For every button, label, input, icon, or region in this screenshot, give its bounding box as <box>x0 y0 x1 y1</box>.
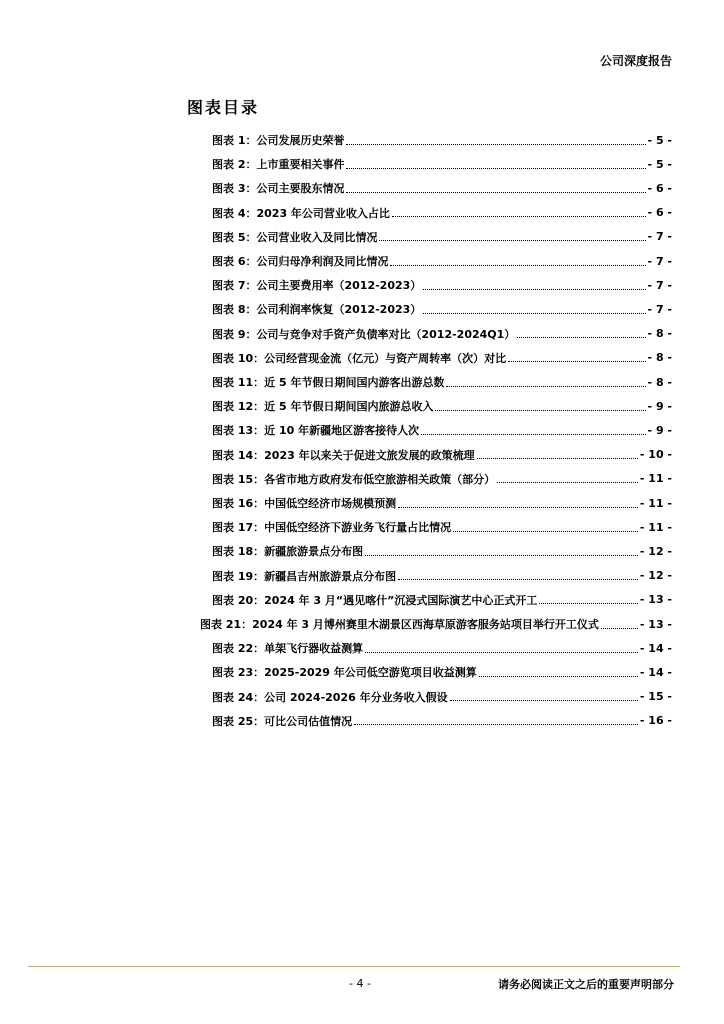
toc-entry-page: - 9 - <box>647 423 672 437</box>
footer-disclaimer: 请务必阅读正文之后的重要声明部分 <box>498 978 674 991</box>
toc-entry[interactable] <box>212 152 672 176</box>
toc-entry-page: - 5 - <box>647 133 672 147</box>
toc-entry-label: 图表 15：各省市地方政府发布低空旅游相关政策（部分） <box>212 472 496 486</box>
toc-entry-page: - 5 - <box>647 157 672 171</box>
toc-entry-page: - 14 - <box>639 665 672 679</box>
toc-dot-leader <box>398 579 638 580</box>
toc-dot-leader <box>398 507 638 508</box>
toc-entry-page: - 16 - <box>639 714 672 728</box>
toc-dot-leader <box>539 603 638 604</box>
toc-entry-page: - 11 - <box>639 520 672 534</box>
toc-entry-label: 图表 22：单架飞行器收益测算 <box>212 642 364 656</box>
toc-dot-leader <box>390 265 645 266</box>
toc-entry[interactable] <box>212 346 672 370</box>
toc-dot-leader <box>365 652 638 653</box>
toc-dot-leader <box>479 676 638 677</box>
toc-entry-page: - 7 - <box>647 278 672 292</box>
report-type-title: 公司深度报告 <box>599 54 672 68</box>
toc-entry[interactable] <box>200 612 672 636</box>
toc-entry[interactable] <box>212 539 672 563</box>
toc-entry[interactable] <box>212 273 672 297</box>
toc-entry[interactable] <box>212 128 672 152</box>
toc-entry[interactable] <box>212 322 672 346</box>
toc-entry-label: 图表 7：公司主要费用率（2012-2023） <box>212 279 422 293</box>
toc-entry-page: - 11 - <box>639 472 672 486</box>
toc-entry-page: - 12 - <box>639 544 672 558</box>
toc-entry-label: 图表 12：近 5 年节假日期间国内旅游总收入 <box>212 400 434 414</box>
toc-dot-leader <box>477 458 638 459</box>
toc-entry-label: 图表 21：2024 年 3 月博州赛里木湖景区西海草原游客服务站项目举行开工仪式 <box>200 618 599 631</box>
toc-entry-page: - 14 - <box>639 641 672 655</box>
toc-entry-label: 图表 5：公司营业收入及同比情况 <box>212 230 378 244</box>
toc-entry-label: 图表 17：中国低空经济下游业务飞行量占比情况 <box>212 521 452 535</box>
toc-entry[interactable] <box>212 418 672 442</box>
toc-entry-page: - 7 - <box>647 302 672 316</box>
toc-entry-page: - 7 - <box>647 254 672 268</box>
toc-entry-label: 图表 24：公司 2024-2026 年分业务收入假设 <box>212 690 448 704</box>
toc-entry-label: 图表 3：公司主要股东情况 <box>212 182 345 196</box>
toc-entry[interactable] <box>212 491 672 515</box>
toc-entry-page: - 15 - <box>639 690 672 704</box>
toc-entry-page: - 8 - <box>647 375 672 389</box>
footer-divider <box>28 966 680 967</box>
toc-dot-leader <box>346 168 645 169</box>
toc-entry[interactable] <box>212 370 672 394</box>
toc-entry-label: 图表 14：2023 年以来关于促进文旅发展的政策梳理 <box>212 448 475 462</box>
toc-entry-page: - 6 - <box>647 181 672 195</box>
toc-entry-label: 图表 16：中国低空经济市场规模预测 <box>212 497 397 510</box>
toc-dot-leader <box>497 482 638 483</box>
toc-entry[interactable] <box>212 467 672 491</box>
toc-dot-leader <box>365 555 638 556</box>
toc-entry[interactable] <box>212 443 672 467</box>
toc-entry-page: - 8 - <box>647 351 672 365</box>
footer-page-number: - 4 - <box>349 977 371 990</box>
toc-entry[interactable] <box>212 515 672 539</box>
toc-dot-leader <box>423 289 645 290</box>
toc-entry-page: - 12 - <box>639 569 672 583</box>
toc-dot-leader <box>453 531 638 532</box>
toc-dot-leader <box>421 434 645 435</box>
toc-entry[interactable] <box>212 564 672 588</box>
toc-entry-label: 图表 4：2023 年公司营业收入占比 <box>212 206 390 220</box>
toc-entry-label: 图表 18：新疆旅游景点分布图 <box>212 545 364 559</box>
toc-entry-label: 图表 10：公司经营现金流（亿元）与资产周转率（次）对比 <box>212 351 507 365</box>
toc-dot-leader <box>423 313 645 314</box>
toc-entry[interactable] <box>212 297 672 321</box>
toc-entry[interactable] <box>212 709 672 733</box>
toc-entry-page: - 13 - <box>639 593 672 607</box>
toc-dot-leader <box>346 144 645 145</box>
toc-entry-label: 图表 2：上市重要相关事件 <box>212 158 345 172</box>
toc-entry[interactable] <box>212 225 672 249</box>
toc-entry[interactable] <box>212 685 672 709</box>
toc-entry-label: 图表 25：可比公司估值情况 <box>212 714 353 728</box>
toc-entry-label: 图表 13：近 10 年新疆地区游客接待人次 <box>212 424 420 438</box>
toc-entry-label: 图表 1：公司发展历史荣誉 <box>212 134 345 147</box>
toc-entry-label: 图表 23：2025-2029 年公司低空游览项目收益测算 <box>212 666 477 680</box>
toc-entry[interactable] <box>212 176 672 200</box>
toc-entry[interactable] <box>212 201 672 225</box>
toc-entry-page: - 7 - <box>647 230 672 244</box>
toc-dot-leader <box>508 361 645 362</box>
toc-dot-leader <box>379 240 645 241</box>
toc-dot-leader <box>435 410 645 411</box>
toc-entry-page: - 13 - <box>639 617 672 631</box>
toc-dot-leader <box>346 192 645 193</box>
toc-heading: 图表目录 <box>187 98 260 117</box>
toc-entry-page: - 9 - <box>647 399 672 413</box>
toc-entry[interactable] <box>212 588 672 612</box>
toc-entry-page: - 10 - <box>639 448 672 462</box>
toc-dot-leader <box>446 386 645 387</box>
toc-entry[interactable] <box>212 660 672 684</box>
toc-entry[interactable] <box>212 394 672 418</box>
toc-dot-leader <box>517 337 645 338</box>
toc-entry[interactable] <box>212 636 672 660</box>
toc-entry-page: - 11 - <box>639 496 672 510</box>
toc-dot-leader <box>392 216 646 217</box>
toc-entry-label: 图表 8：公司利润率恢复（2012-2023） <box>212 303 422 317</box>
toc-entry-label: 图表 9：公司与竞争对手资产负债率对比（2012-2024Q1） <box>212 327 516 341</box>
toc-entry-label: 图表 11：近 5 年节假日期间国内游客出游总数 <box>212 376 445 389</box>
toc-dot-leader <box>354 724 638 725</box>
toc-entry-label: 图表 20：2024 年 3 月“遇见喀什”沉浸式国际演艺中心正式开工 <box>212 593 538 607</box>
toc-dot-leader <box>601 628 638 629</box>
toc-entry-page: - 8 - <box>647 327 672 341</box>
toc-dot-leader <box>450 700 638 701</box>
toc-entry-label: 图表 6：公司归母净利润及同比情况 <box>212 255 389 268</box>
toc-entry[interactable] <box>212 249 672 273</box>
toc-entry-label: 图表 19：新疆昌吉州旅游景点分布图 <box>212 569 397 583</box>
toc-entry-page: - 6 - <box>647 206 672 220</box>
